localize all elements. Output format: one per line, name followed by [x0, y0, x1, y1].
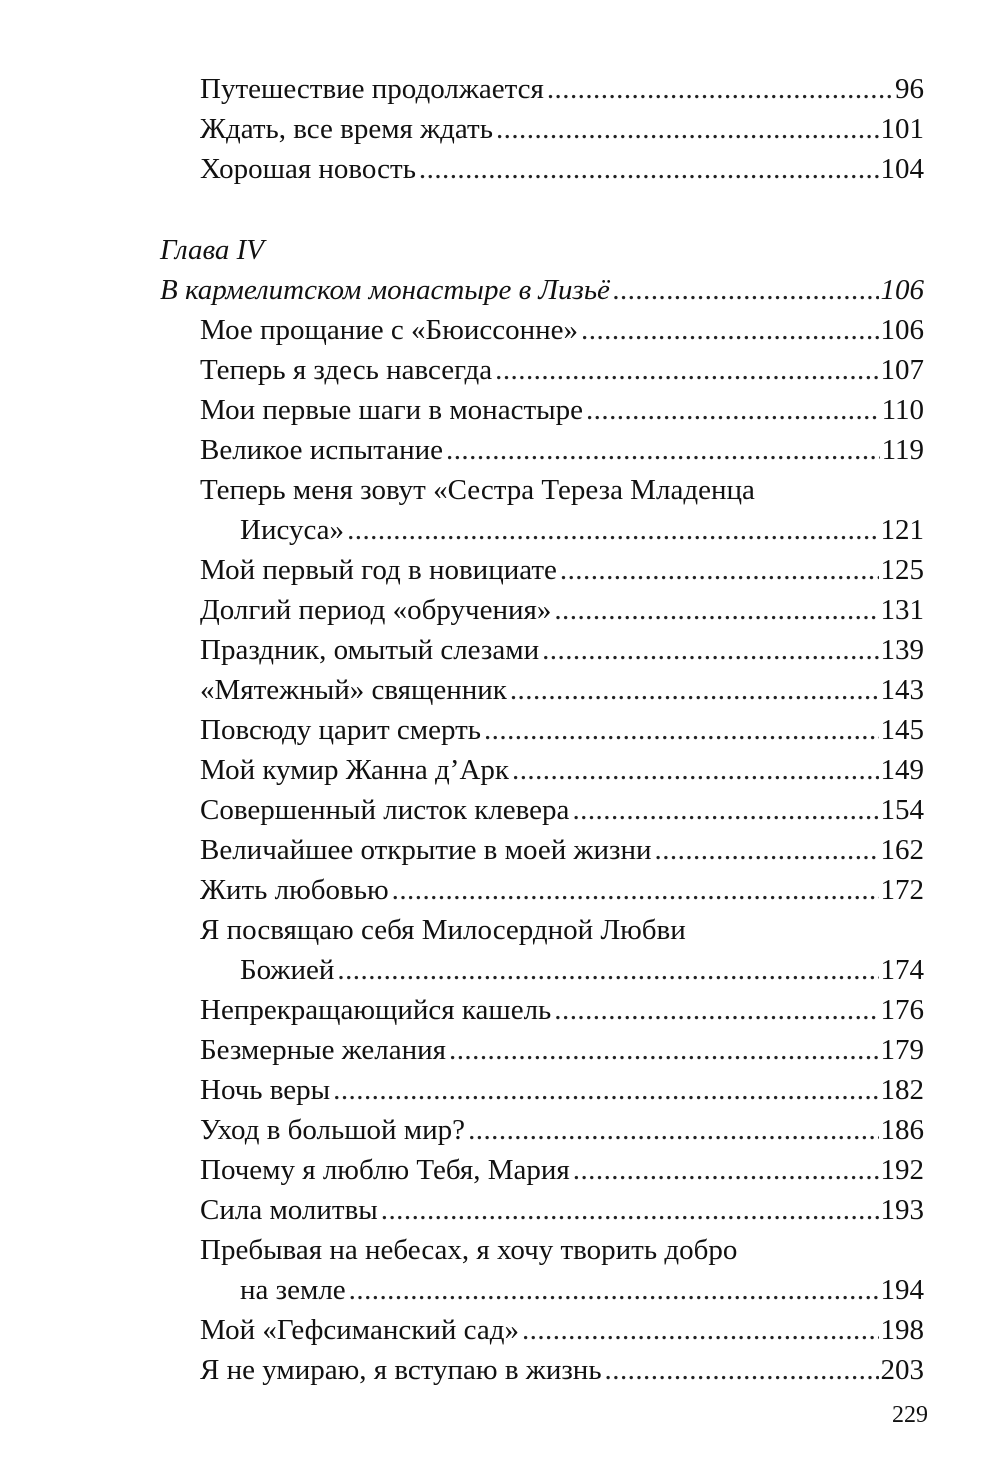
dot-leader — [613, 270, 879, 310]
toc-entry-title: Повсюду царит смерть — [200, 714, 481, 746]
toc-entry-page: 145 — [880, 714, 924, 746]
dot-leader — [547, 69, 893, 109]
toc-entry — [0, 390, 1000, 430]
toc-entry — [0, 1150, 1000, 1190]
dot-leader — [333, 1070, 878, 1110]
toc-entry-page: 106 — [880, 314, 924, 346]
toc-entry-page: 186 — [880, 1114, 924, 1146]
toc-entry-page: 172 — [880, 874, 924, 906]
toc-entry — [0, 550, 1000, 590]
toc-entry — [0, 790, 1000, 830]
dot-leader — [449, 1030, 878, 1070]
toc-entry-page: 194 — [880, 1274, 924, 1306]
toc-entry-title: Почему я люблю Тебя, Мария — [200, 1154, 570, 1186]
toc-entry — [0, 1270, 1000, 1310]
toc-entry-title: Божией — [240, 954, 335, 986]
dot-leader — [581, 310, 878, 350]
toc-entry — [0, 1350, 1000, 1390]
toc-entry — [0, 1030, 1000, 1070]
toc-entry-title: Иисуса» — [240, 514, 345, 546]
toc-entry — [0, 109, 1000, 149]
toc-entry-page: 107 — [880, 354, 924, 386]
toc-entry — [0, 310, 1000, 350]
toc-entry-title: Мой «Гефсиманский сад» — [200, 1314, 519, 1346]
toc-entry-page: 182 — [880, 1074, 924, 1106]
toc-entry-title-line1: Пребывая на небесах, я хочу творить добро — [200, 1234, 738, 1266]
toc-entry — [0, 350, 1000, 390]
toc-entry-title: Мои первые шаги в монастыре — [200, 394, 583, 426]
toc-entry — [0, 950, 1000, 990]
dot-leader — [419, 149, 879, 189]
toc-entry-page: 174 — [880, 954, 924, 986]
toc-entry-title: Уход в большой мир? — [200, 1114, 466, 1146]
chapter-entry — [0, 270, 1000, 310]
toc-entry — [0, 870, 1000, 910]
toc-entry — [0, 430, 1000, 470]
toc-entry-page: 203 — [880, 1354, 924, 1386]
toc-entry-title: Совершенный листок клевера — [200, 794, 570, 826]
toc-entry-title: Теперь я здесь навсегда — [200, 354, 493, 386]
dot-leader — [655, 830, 879, 870]
toc-entry — [0, 1070, 1000, 1110]
toc-entry-page: 179 — [880, 1034, 924, 1066]
toc-entry-title: «Мятежный» священник — [200, 674, 507, 706]
chapter-page: 106 — [880, 274, 924, 306]
toc-entry — [0, 69, 1000, 109]
toc-entry-title: Великое испытание — [200, 434, 444, 466]
toc-entry-title: Я не умираю, я вступаю в жизнь — [200, 1354, 602, 1386]
dot-leader — [392, 870, 879, 910]
toc-entry-title: Ждать, все время ждать — [200, 113, 493, 145]
toc-entry-page: 119 — [881, 434, 924, 466]
toc-entry — [0, 630, 1000, 670]
toc-entry — [0, 1310, 1000, 1350]
toc-entry-title: Непрекращающийся кашель — [200, 994, 552, 1026]
toc-entry-title: Сила молитвы — [200, 1194, 378, 1226]
dot-leader — [347, 510, 878, 550]
dot-leader — [446, 430, 880, 470]
dot-leader — [496, 109, 879, 149]
toc-entry-title-line1: Теперь меня зовут «Сестра Тереза Младенца — [200, 474, 755, 506]
dot-leader — [337, 950, 878, 990]
dot-leader — [605, 1350, 879, 1390]
toc-entry-title: на земле — [240, 1274, 346, 1306]
dot-leader — [572, 790, 878, 830]
toc-entry-title: Путешествие продолжается — [200, 73, 544, 105]
toc-entry — [0, 510, 1000, 550]
toc-entry-page: 198 — [880, 1314, 924, 1346]
dot-leader — [484, 710, 879, 750]
dot-leader — [542, 630, 878, 670]
toc-entry — [0, 1190, 1000, 1230]
dot-leader — [495, 350, 878, 390]
dot-leader — [573, 1150, 879, 1190]
toc-entry-page: 110 — [881, 394, 924, 426]
dot-leader — [560, 550, 879, 590]
toc-entry-title: Долгий период «обручения» — [200, 594, 552, 626]
toc-entry-title: Мой кумир Жанна д’Арк — [200, 754, 509, 786]
toc-entry-page: 131 — [880, 594, 924, 626]
dot-leader — [554, 990, 878, 1030]
dot-leader — [522, 1310, 879, 1350]
toc-entry-page: 192 — [880, 1154, 924, 1186]
toc-entry-page: 139 — [880, 634, 924, 666]
toc-entry-title: Праздник, омытый слезами — [200, 634, 540, 666]
toc-entry-page: 104 — [880, 153, 924, 185]
toc-entry-page: 101 — [880, 113, 924, 145]
toc-entry-title: Мой первый год в новициате — [200, 554, 557, 586]
dot-leader — [468, 1110, 878, 1150]
chapter-title: В кармелитском монастыре в Лизьё — [160, 274, 610, 306]
toc-entry-title-line1: Я посвящаю себя Милосердной Любви — [200, 914, 686, 946]
toc-entry-page: 154 — [880, 794, 924, 826]
toc-entry-page: 143 — [880, 674, 924, 706]
dot-leader — [586, 390, 880, 430]
dot-leader — [510, 670, 879, 710]
toc-entry — [0, 830, 1000, 870]
chapter-label: Глава IV — [160, 234, 264, 266]
toc-entry-page: 149 — [880, 754, 924, 786]
toc-entry-page: 121 — [880, 514, 924, 546]
toc-entry-title: Безмерные желания — [200, 1034, 447, 1066]
toc-entry-page: 96 — [895, 73, 924, 105]
toc-entry-title: Хорошая новость — [200, 153, 416, 185]
toc-entry — [0, 1110, 1000, 1150]
page-number: 229 — [892, 1402, 928, 1428]
toc-entry — [0, 710, 1000, 750]
toc-entry-title: Жить любовью — [200, 874, 389, 906]
toc-entry — [0, 670, 1000, 710]
toc-entry — [0, 750, 1000, 790]
toc-entry-page: 176 — [880, 994, 924, 1026]
toc-entry-title: Величайшее открытие в моей жизни — [200, 834, 652, 866]
toc-entry-page: 125 — [880, 554, 924, 586]
toc-entry-page: 162 — [880, 834, 924, 866]
dot-leader — [554, 590, 878, 630]
dot-leader — [349, 1270, 879, 1310]
toc-entry — [0, 590, 1000, 630]
toc-entry-page: 193 — [880, 1194, 924, 1226]
dot-leader — [512, 750, 879, 790]
toc-entry — [0, 149, 1000, 189]
dot-leader — [381, 1190, 879, 1230]
toc-entry — [0, 990, 1000, 1030]
toc-entry-title: Мое прощание с «Бюиссонне» — [200, 314, 579, 346]
toc-entry-title: Ночь веры — [200, 1074, 331, 1106]
